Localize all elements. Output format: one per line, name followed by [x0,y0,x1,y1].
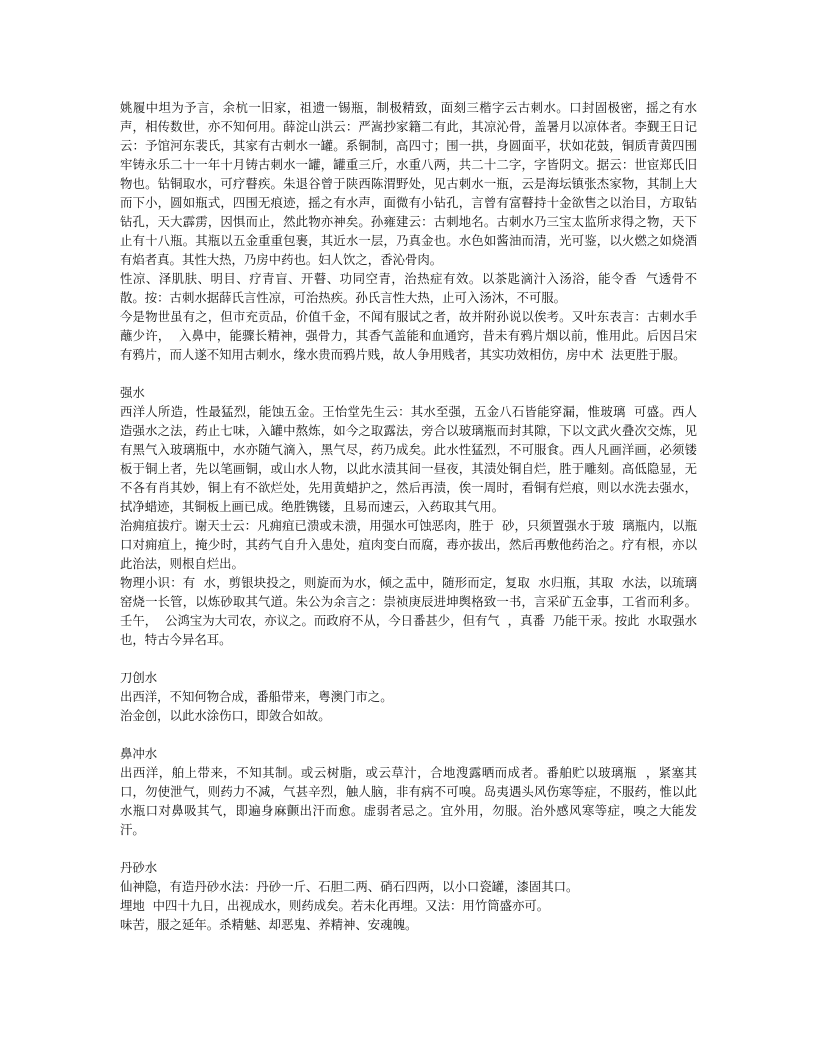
intro-paragraph: 今是物世虽有之，但市充贡品，价值千金，不闻有服试之者，故并附孙说以俟考。又叶东表言：古刺水手蘸少许， 入鼻中，能骤长精神，强骨力，其香气盖能和血通窍，昔未有鸦片烟以前，惟用此。后因吕宋有鸦片，而人遂不知用古刺水，缘水贵而鸦片贱，故人争用贱者，其实功效相仿，房中术 法更胜于服。 [120,309,697,362]
intro-paragraph: 姚履中坦为予言，余杭一旧家，祖遗一锡瓶，制极精致，面刻三楷字云古刺水。口封固极密，摇之有水声，相传数世，亦不知何用。薛淀山洪云：严嵩抄家籍二有此，其凉沁骨，盖暑月以凉体者。李觐王日记云：予馆河东裴氏，其家有古刺水一罐。系铜制，高四寸；围一拱，身圆面平，状如花鼓，铜质青黄四围牢铸永乐二十一年十月铸古刺水一罐，罐重三斤，水重八两，共二十二字，字皆阴文。据云：世宦郑氏旧物也。钻铜取水，可疗瞽疾。朱退谷曾于陕西陈渭野处，见古刺水一瓶，云是海坛镇张杰家物，其制上大而下小，圆如瓶式，四围无痕迹，摇之有水声，面微有小钻孔，言曾有富瞽持十金欲售之以治目，方取钻钻孔，天大霹雳，因惧而止，然此物亦神矣。孙雍建云：古刺地名。古刺水乃三宝太监所求得之物，天下止有十八瓶。其瓶以五金重重包裹，其近水一层，乃真金也。水色如酱油而清，光可鉴，以火燃之如烧酒有焰者真。其性大热，乃房中药也。妇人饮之，香沁骨肉。 [120,100,697,267]
section-paragraph: 味苦，服之延年。杀精魅、却恶鬼、养精神、安魂魄。 [120,917,418,932]
section-paragraph: 埋地 中四十九日，出视成水，则药成矣。若未化再埋。又法：用竹筒盛亦可。 [120,898,550,913]
section-title: 强水 [120,385,145,400]
section-title: 鼻冲水 [120,746,158,761]
section-paragraph: 出西洋，舶上带来，不知其制。或云树脂，或云草汁，合地溲露晒而成者。番舶贮以玻璃瓶 ，紧塞其口，勿使泄气，则药力不减，气甚辛烈，触人脑，非有病不可嗅。岛夷遇头风伤寒等症，不服药，惟以此水瓶口对鼻吸其气，即遍身麻颤出汗而愈。虚弱者忌之。宜外用，勿服。治外感风寒等症，嗅之大能发汗。 [120,765,697,837]
document-page [120,98,697,934]
intro-paragraph: 性凉、泽肌肤、明目、疗青盲、开瞽、功同空青，治热症有效。以茶匙滴汁入汤浴，能令香 气透骨不散。按：古刺水据薛氏言性凉，可治热疾。孙氏言性大热，止可入汤沐，不可服。 [120,271,697,305]
section-title: 丹砂水 [120,860,158,875]
section-title: 刀创水 [120,670,158,685]
section-paragraph: 物理小识：有 水，剪银块投之，则旋而为水，倾之盂中，随形而定，复取 水归瓶，其取 水法，以琉璃窑烧一长管，以炼砂取其气道。朱公为余言之：崇祯庚辰进坤舆格致一书，言采矿五金事，工省而利多。壬午， 公鸿宝为大司农，亦议之。而政府不从，今日番甚少，但有气 ，真番 乃能干汞。按此 水取强水也，特古今异名耳。 [120,575,697,647]
intro-section [120,98,697,364]
section-paragraph: 仙神隐，有造丹砂水法：丹砂一斤、石胆二两、硝石四两，以小口瓷罐，漆固其口。 [120,879,579,894]
section-qiangshui [120,383,697,649]
section-bichongshui [120,744,697,839]
section-paragraph: 治痈疽拔疔。谢天士云：凡痈疽已溃或未溃，用强水可蚀恶肉，胜于 砂，只须置强水于玻 璃瓶内，以瓶口对痈疽上，掩少时，其药气自升入患处，疽肉变白而腐，毒亦拔出，然后再敷他药治之。疗有根，亦以此治法，则根自烂出。 [120,518,697,571]
section-paragraph: 治金创，以此水涂伤口，即敛合如故。 [120,708,331,723]
section-paragraph: 西洋人所造，性最猛烈，能蚀五金。王怡堂先生云：其水至强，五金八石皆能穿漏，惟玻璃 可盛。西人造强水之法，药止七味，入罐中熬炼，如今之取露法，旁合以玻璃瓶而封其隙，下以文武火叠次交炼，见有黑气入玻璃瓶中，水亦随气滴入，黑气尽，药乃成矣。此水性猛烈，不可服食。西人凡画洋画，必须镂板于铜上者，先以笔画铜，或山水人物，以此水渍其间一昼夜，其渍处铜自烂，胜于雕刻。高低隐显，无不各有肖其妙，铜上有不欲烂处，先用黄蜡护之，然后再渍，俟一周时，看铜有烂痕，则以水洗去强水，拭净蜡迹，其铜板上画已成。绝胜镌镂，且易而速云，入药取其气用。 [120,404,697,514]
section-danshashui [120,858,697,934]
section-daochuangshui [120,668,697,725]
section-paragraph: 出西洋，不知何物合成，番船带来，粤澳门市之。 [120,689,393,704]
